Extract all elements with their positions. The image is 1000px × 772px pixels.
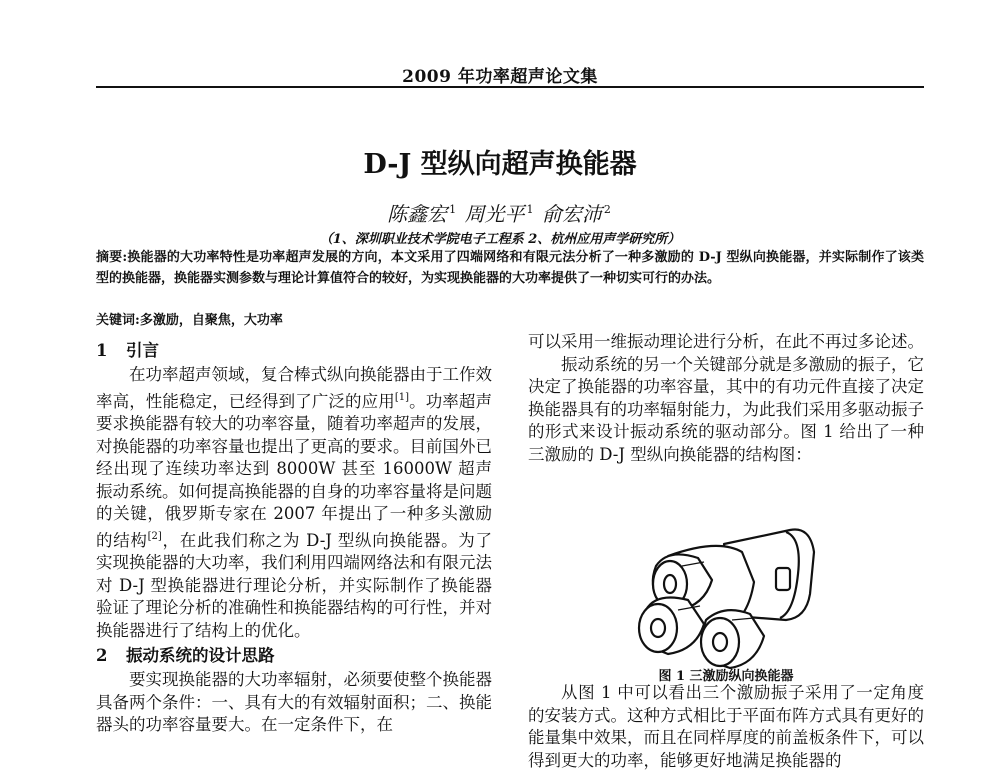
author-affiliation-mark: 1 <box>526 203 534 216</box>
running-head: 2009 年功率超声论文集 <box>402 67 598 87</box>
right-column-top <box>528 331 924 466</box>
section-title: 振动系统的设计思路 <box>126 646 275 665</box>
rear-slot <box>776 568 790 590</box>
section-heading-design <box>96 642 492 669</box>
figure-caption: 图 1 三激励纵向换能器 <box>658 669 794 684</box>
figure-discussion-paragraph: 从图 1 中可以看出三个激励振子采用了一定角度的安装方式。这种方式相比于平面布阵方式具有更好的能量集中效果，而且在同样厚度的前盖板条件下，可以得到更大的功率，能够更好地满足换能器的 <box>528 683 924 770</box>
abstract <box>96 247 924 289</box>
lower-right-transducer-bore <box>713 633 727 651</box>
design-paragraph: 要实现换能器的大功率辐射，必须要使整个换能器具备两个条件：一、具有大的有效辐射面积；二、换能器头的功率容量要大。在一定条件下，在 <box>96 670 492 734</box>
abstract-text: 换能器的大功率特性是功率超声发展的方向，本文采用了四端网络和有限元法分析了一种多激励的 D-J 型纵向换能器，并实际制作了该类型的换能器，换能器实测参数与理论计算值符合的较好，为实现换能器的大功率提供了一种切实可行的办法。 <box>96 250 924 286</box>
author-affiliation-mark: 1 <box>449 203 457 216</box>
author-list <box>0 198 1000 227</box>
paragraph-text: ，在此我们称之为 D-J 型纵向换能器。为了实现换能器的大功率，我们利用四端网络法和有限元法对 D-J 型换能器进行理论分析，并实际制作了换能器验证了理论分析的准确性和换能器结构的可行性，并对换能器进行了结构上的优化。 <box>96 530 493 640</box>
continued-paragraph: 可以采用一维振动理论进行分析，在此不再过多论述。 <box>528 332 924 351</box>
author-name: 周光平 <box>464 202 525 226</box>
section-number: 1 <box>96 341 108 360</box>
upper-left-transducer-bore <box>664 575 676 593</box>
intro-paragraph <box>96 364 492 642</box>
lower-left-transducer-bore <box>651 619 665 637</box>
author-name: 俞宏沛 <box>541 202 602 226</box>
citation-ref: [2] <box>147 530 162 542</box>
keywords-text: 多激励，自聚焦，大功率 <box>139 313 283 328</box>
paragraph-text: 。功率超声要求换能器有较大的功率容量，随着功率超声的发展，对换能器的功率容量也提出了更高的要求。目前国外已经出现了连续功率达到 8000W 甚至 16000W 超声振动系统。如何提高换能器的自身的功率容量将是问题的关键，俄罗斯专家在 2007 年提出了一种多头激励的结构 <box>96 391 493 550</box>
author-affiliation-mark: 2 <box>603 203 611 216</box>
left-column <box>96 337 492 737</box>
citation-ref: [1] <box>394 391 409 403</box>
right-column-bottom <box>528 682 924 772</box>
section-number: 2 <box>96 646 108 665</box>
paper-title: D-J 型纵向超声换能器 <box>363 149 637 180</box>
paragraph-text: 在功率超声领域，复合棒式纵向换能器由于工作效率高，性能稳定，已经得到了广泛的应用 <box>96 365 492 411</box>
header-rule <box>96 86 924 88</box>
keywords <box>96 310 924 331</box>
vibrator-paragraph: 振动系统的另一个关键部分就是多激励的振子，它决定了换能器的功率容量，其中的有功元件直接了决定换能器具有的功率辐射能力，为此我们采用多驱动振子的形式来设计振动系统的驱动部分。图 1 给出了一种三激励的 D-J 型纵向换能器的结构图： <box>528 354 924 464</box>
author-name: 陈鑫宏 <box>387 202 448 226</box>
section-title: 引言 <box>126 341 159 360</box>
section-heading-introduction <box>96 337 492 364</box>
affiliations: （1、深圳职业技术学院电子工程系 2、杭州应用声学研究所） <box>319 232 681 247</box>
transducer-figure <box>528 522 924 672</box>
abstract-label: 摘要: <box>96 250 128 265</box>
keywords-label: 关键词: <box>96 313 140 328</box>
